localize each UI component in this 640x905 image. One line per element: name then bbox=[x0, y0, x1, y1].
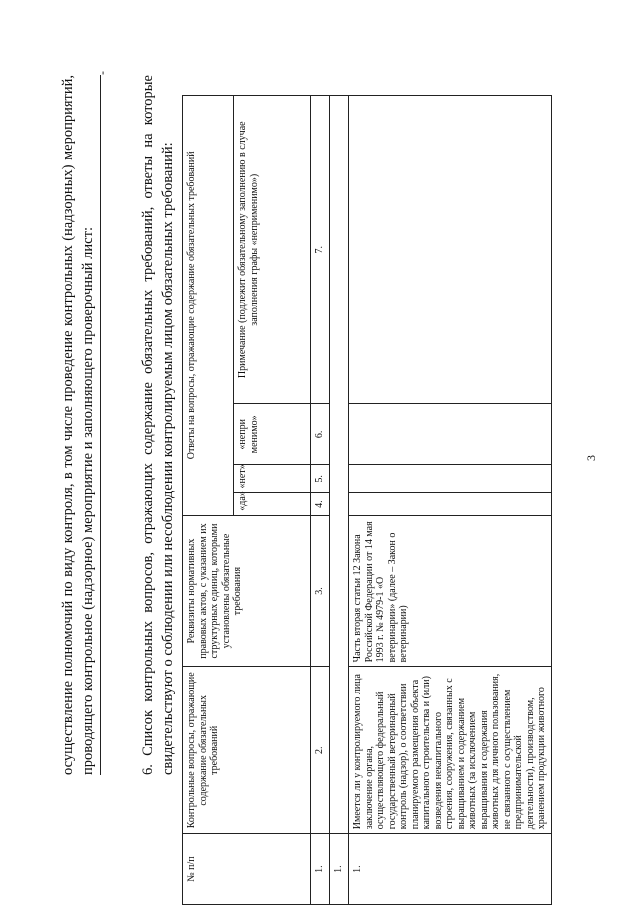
header-acts: Реквизиты нормативных правовых актов, с указанием их структурных единиц, которыми установлены обязательные требования bbox=[183, 515, 311, 667]
col-number: 1. bbox=[311, 834, 330, 905]
section-row-num: 1. bbox=[330, 834, 349, 905]
header-num: № п/п bbox=[183, 834, 311, 905]
col-number: 5. bbox=[311, 465, 330, 493]
separator-rule bbox=[95, 71, 109, 775]
table-row bbox=[349, 96, 552, 905]
section-row bbox=[330, 96, 349, 905]
checklist-table bbox=[182, 95, 552, 905]
separator-tick: - bbox=[95, 71, 109, 75]
col-number: 6. bbox=[311, 404, 330, 465]
row-answer-yes[interactable] bbox=[349, 493, 552, 515]
header-yes: «да» bbox=[234, 493, 311, 515]
section-6-heading: 6. Список контрольных вопросов, отражающих содержание обязательных требований, ответы на которые свидетельствуют о соблюдении или несоблюдении контролируемым лицом обязательных требований: bbox=[140, 75, 176, 775]
header-note: Примечание (подлежит обязательному заполнению в случае заполнения графы «неприменимо») bbox=[234, 96, 311, 405]
column-number-row bbox=[311, 96, 330, 905]
table-header-row-1 bbox=[183, 96, 234, 905]
header-questions: Контрольные вопросы, отражающие содержание обязательных требований bbox=[183, 667, 311, 834]
row-num: 1. bbox=[349, 834, 552, 905]
page-number: 3 bbox=[584, 455, 598, 461]
row-act: Часть вторая статьи 12 Закона Российской Федерации от 14 мая 1993 г. № 4979-1 «О ветеринарии» (далее – Закон о ветеринарии) bbox=[349, 515, 552, 667]
row-note[interactable] bbox=[349, 96, 552, 405]
intro-paragraph: осуществление полномочий по виду контроля, в том числе проведение контрольных (надзорных) мероприятий, проводящего контрольное (надзорное) мероприятие и заполняющего проверочный лист: bbox=[60, 75, 96, 775]
col-number: 2. bbox=[311, 667, 330, 834]
col-number: 7. bbox=[311, 96, 330, 405]
row-answer-na[interactable] bbox=[349, 404, 552, 465]
col-number: 4. bbox=[311, 493, 330, 515]
col-number: 3. bbox=[311, 515, 330, 667]
header-answers-group: Ответы на вопросы, отражающие содержание обязательных требований bbox=[183, 96, 234, 516]
row-question: Имеется ли у контролируемого лица заключение органа, осуществляющего федеральный государственный ветеринарный контроль (надзор), о соответствии планируемого размещения объекта капитального строительства и (или) возведения некапитального строения, сооружения, связанных с выращиванием и содержанием животных (за исключением выращивания и содержания животных для личного пользования, не связанного с осуществлением предпринимательской деятельности), производством, хранением продукции животного bbox=[349, 667, 552, 834]
header-no: «нет» bbox=[234, 465, 311, 493]
section-row-blank bbox=[330, 96, 349, 834]
header-na: «непри менимо» bbox=[234, 404, 311, 465]
row-answer-no[interactable] bbox=[349, 465, 552, 493]
